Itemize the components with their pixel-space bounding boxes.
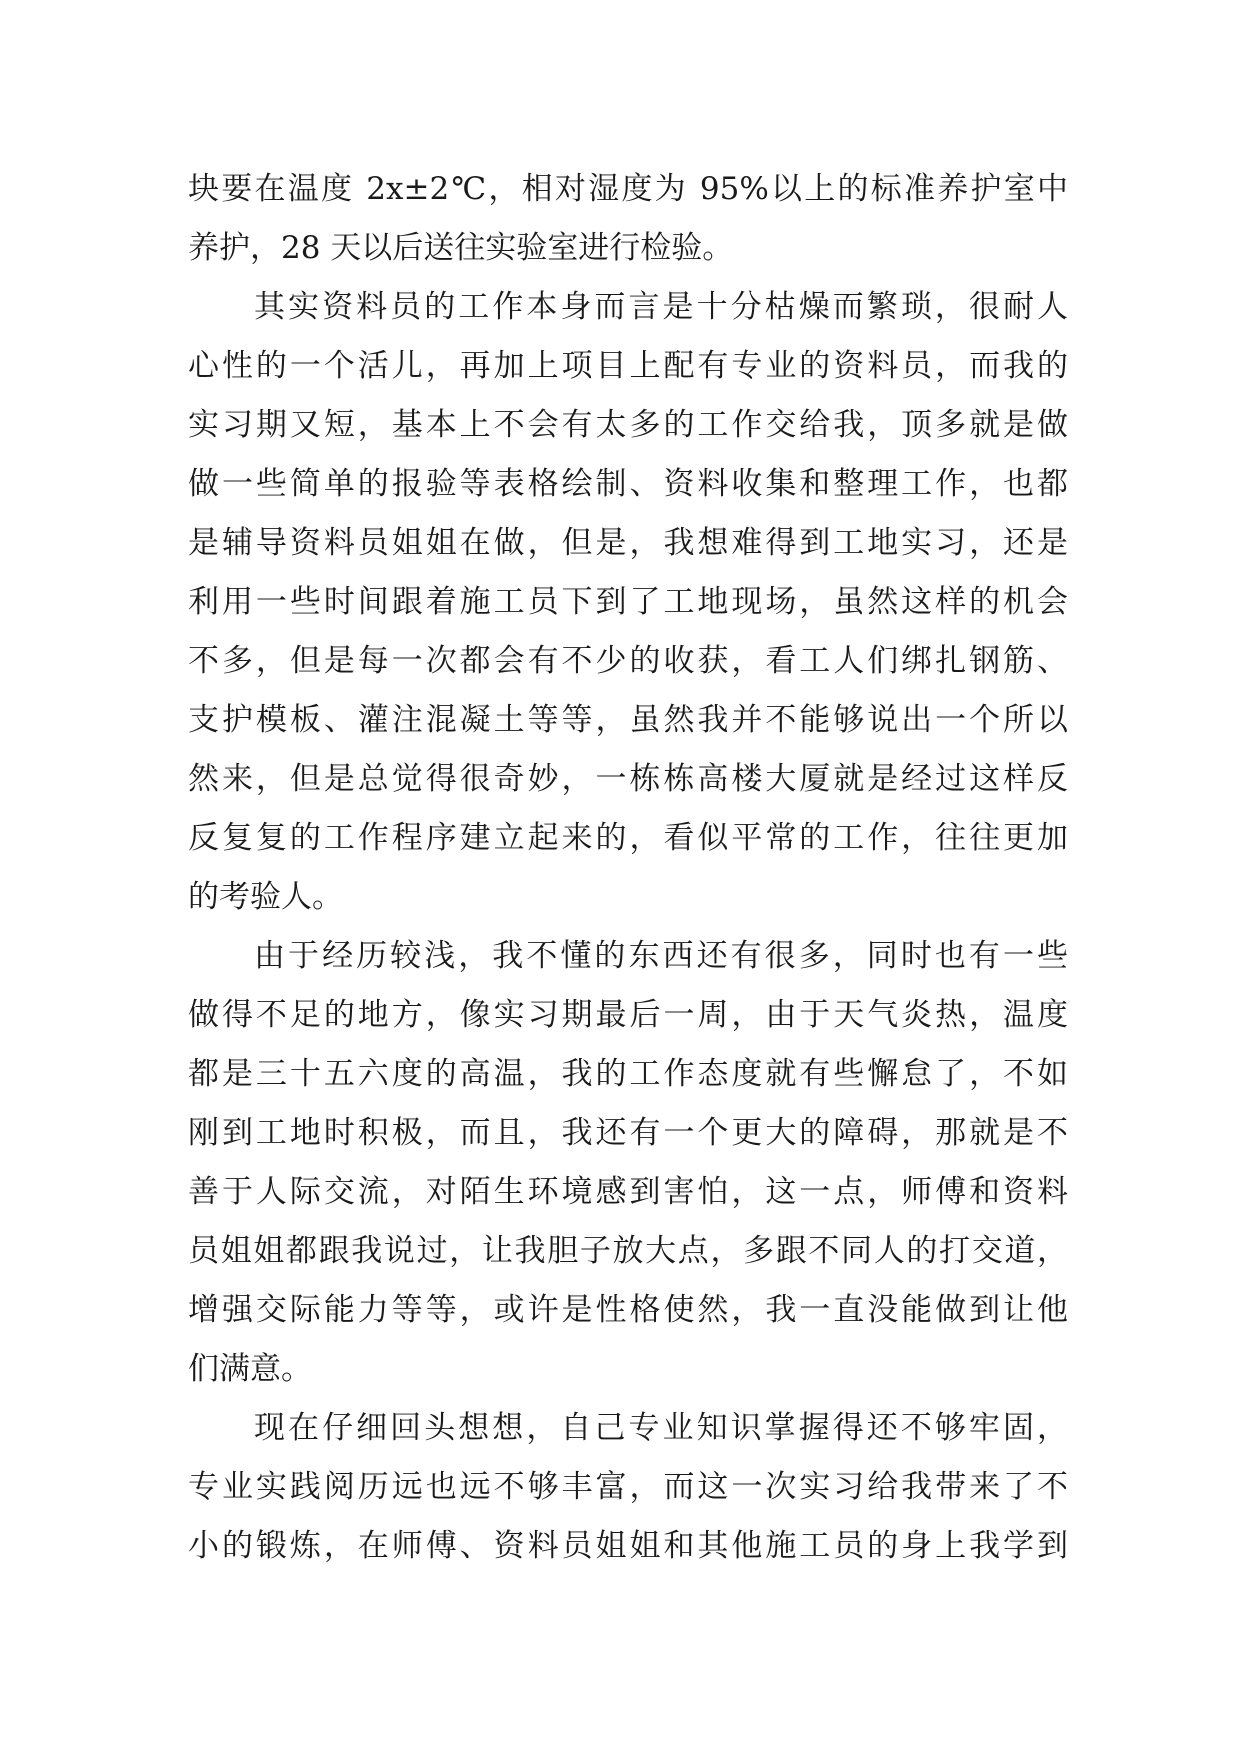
text-line: 增强交际能力等等，或许是性格使然，我一直没能做到让他 [188, 1292, 1068, 1328]
text-line: 养护，28 天以后送往实验室进行检验。 [188, 230, 734, 266]
text-line: 实习期又短，基本上不会有太多的工作交给我，顶多就是做 [188, 407, 1068, 443]
body-text [188, 160, 1068, 1576]
text-line: 块要在温度 2x±2℃，相对湿度为 95%以上的标准养护室中 [188, 171, 1068, 207]
text-line: 员姐姐都跟我说过，让我胆子放大点，多跟不同人的打交道， [188, 1233, 1068, 1269]
text-line: 是辅导资料员姐姐在做，但是，我想难得到工地实习，还是 [188, 525, 1068, 561]
paragraph-first-line: 其实资料员的工作本身而言是十分枯燥而繁琐，很耐人 [254, 289, 1068, 325]
text-line: 小的锻炼，在师傅、资料员姐姐和其他施工员的身上我学到 [188, 1528, 1068, 1564]
text-line: 心性的一个活儿，再加上项目上配有专业的资料员，而我的 [188, 348, 1068, 384]
paragraph-first-line: 由于经历较浅，我不懂的东西还有很多，同时也有一些 [254, 938, 1068, 974]
text-line: 然来，但是总觉得很奇妙，一栋栋高楼大厦就是经过这样反 [188, 761, 1068, 797]
text-line: 不多，但是每一次都会有不少的收获，看工人们绑扎钢筋、 [188, 643, 1068, 679]
text-line: 支护模板、灌注混凝土等等，虽然我并不能够说出一个所以 [188, 702, 1068, 738]
text-line: 做一些简单的报验等表格绘制、资料收集和整理工作，也都 [188, 466, 1068, 502]
text-line: 做得不足的地方，像实习期最后一周，由于天气炎热，温度 [188, 997, 1068, 1033]
paragraph-first-line: 现在仔细回头想想，自己专业知识掌握得还不够牢固， [254, 1410, 1068, 1446]
text-line: 的考验人。 [188, 879, 343, 915]
text-line: 专业实践阅历远也远不够丰富，而这一次实习给我带来了不 [188, 1469, 1068, 1505]
text-line: 们满意。 [188, 1351, 312, 1387]
text-line: 善于人际交流，对陌生环境感到害怕，这一点，师傅和资料 [188, 1174, 1068, 1210]
text-line: 刚到工地时积极，而且，我还有一个更大的障碍，那就是不 [188, 1115, 1068, 1151]
text-line: 反复复的工作程序建立起来的，看似平常的工作，往往更加 [188, 820, 1068, 856]
text-line: 利用一些时间跟着施工员下到了工地现场，虽然这样的机会 [188, 584, 1068, 620]
text-line: 都是三十五六度的高温，我的工作态度就有些懈怠了，不如 [188, 1056, 1068, 1092]
